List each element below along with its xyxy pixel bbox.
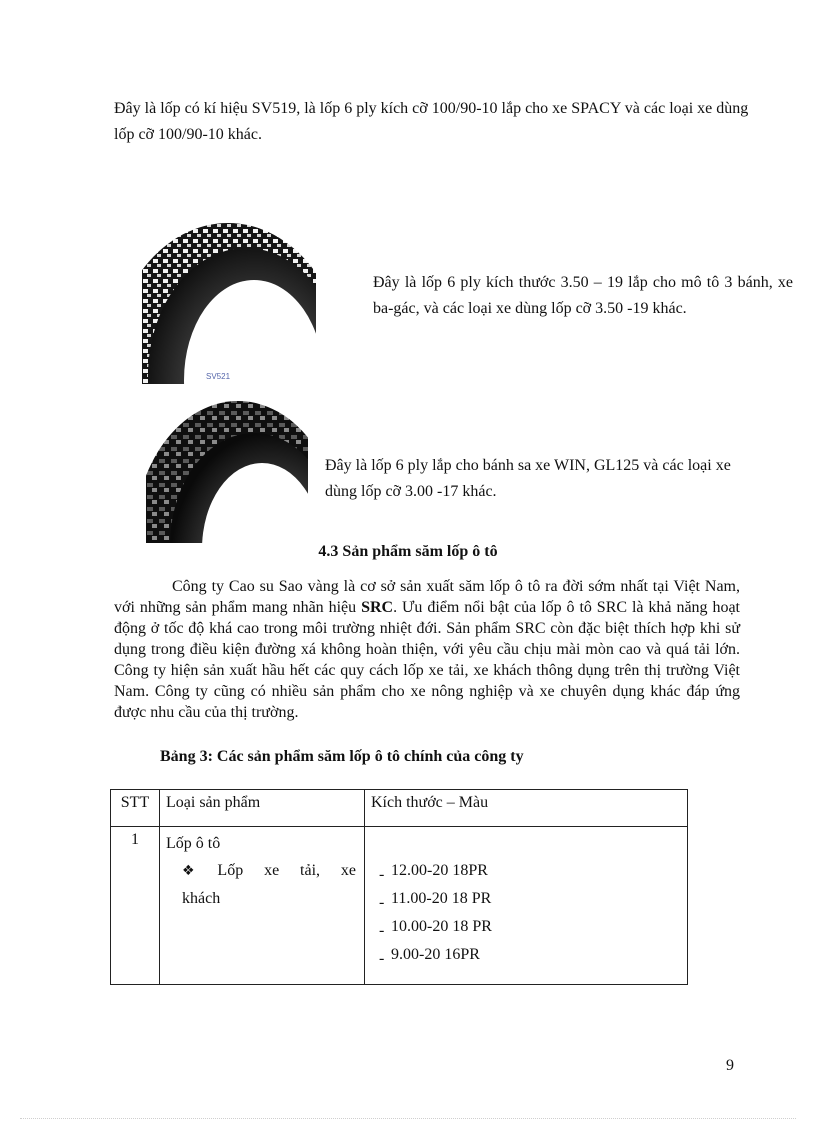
- body-paragraph: [114, 576, 740, 723]
- table-header-row: [111, 790, 688, 827]
- header-stt: STT: [111, 790, 160, 827]
- subcategory-text-a: Lốp xe tải, xe: [217, 862, 356, 879]
- size-value: 11.00-20 18 PR: [391, 890, 492, 907]
- dash-icon: -: [379, 922, 385, 939]
- subcategory-text-b: khách: [182, 890, 221, 907]
- tire-300-17-image: [146, 397, 308, 543]
- size-value: 12.00-20 18PR: [391, 862, 488, 879]
- table-row: [111, 827, 688, 985]
- tire-sv521-image: [142, 218, 316, 384]
- intro-paragraph: Đây là lốp có kí hiệu SV519, là lốp 6 ply kích cỡ 100/90-10 lắp cho xe SPACY và các loại xe dùng lốp cỡ 100/90-10 khác.: [114, 100, 749, 143]
- row-subcategory: [160, 857, 364, 885]
- tire-model-label: SV521: [206, 372, 231, 381]
- tire-sv521-caption: Đây là lốp 6 ply kích thước 3.50 – 19 lắp cho mô tô 3 bánh, xe ba-gác, và các loại xe dùng lốp cỡ 3.50 -19 khác.: [373, 274, 793, 317]
- header-size: Kích thước – Màu: [365, 790, 688, 827]
- list-item: [379, 857, 687, 885]
- row-stt: 1: [111, 827, 160, 985]
- list-item: [379, 885, 687, 913]
- page-number: 9: [726, 1057, 734, 1074]
- dash-icon: -: [379, 866, 385, 883]
- body-part-2: . Ưu điểm nổi bật của lốp ô tô SRC là khả năng hoạt động ở tốc độ khá cao trong môi trường nhiệt đới. Sản phẩm SRC còn đặc biệt thích hợp khi sử dụng trong điều kiện đường xá không hoàn thiện, với yêu cầu chịu mài mòn cao và quá tải lớn. Công ty hiện sản xuất hầu hết các quy cách lốp xe tải, xe khách thông dụng trên thị trường Việt Nam. Công ty cũng có nhiều sản phẩm cho xe nông nghiệp và xe chuyên dụng khác đáp ứng được nhu cầu của thị trường.: [114, 599, 741, 721]
- diamond-bullet-icon: ❖: [182, 863, 212, 879]
- row-category: Lốp ô tô: [166, 835, 221, 852]
- dash-icon: -: [379, 950, 385, 967]
- size-value: 10.00-20 18 PR: [391, 918, 492, 935]
- row-type-cell: [160, 827, 365, 985]
- row-sizes-cell: [365, 827, 688, 985]
- tire-sv521-drawing: [142, 218, 316, 384]
- tire-300-17-drawing: [146, 397, 308, 543]
- section-heading: 4.3 Sản phẩm săm lốp ô tô: [318, 543, 498, 560]
- page-bottom-divider: [20, 1118, 796, 1119]
- brand-name: SRC: [361, 599, 394, 616]
- size-value: 9.00-20 16PR: [391, 946, 480, 963]
- list-item: [379, 913, 687, 941]
- products-table: [110, 789, 688, 985]
- table-caption: Bảng 3: Các sản phẩm săm lốp ô tô chính của công ty: [160, 748, 524, 765]
- body-part-1: Công ty Cao su Sao vàng là cơ sở sản xuất săm lốp ô tô ra đời sớm nhất tại Việt Nam, với những sản phẩm mang nhãn hiệu: [114, 578, 740, 616]
- tire-300-17-caption: Đây là lốp 6 ply lắp cho bánh sa xe WIN, GL125 và các loại xe dùng lốp cỡ 3.00 -17 khác.: [325, 457, 731, 500]
- size-list: [365, 827, 687, 969]
- list-item: [379, 941, 687, 969]
- dash-icon: -: [379, 894, 385, 911]
- header-type: Loại sản phẩm: [160, 790, 365, 827]
